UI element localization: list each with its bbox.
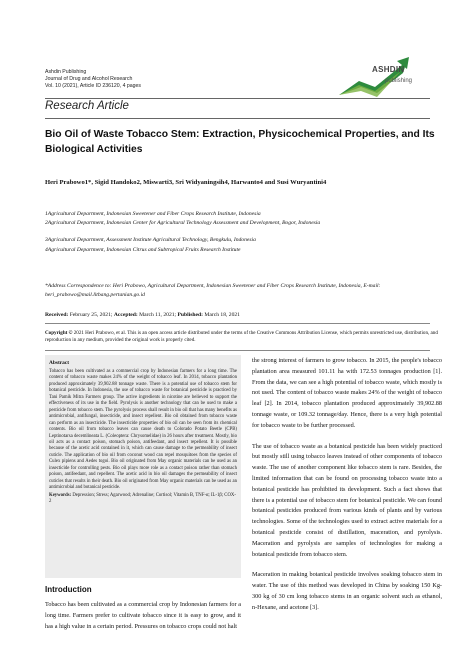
journal-info xyxy=(45,69,265,90)
publisher-name: Ashdin Publishing xyxy=(45,69,87,75)
accepted-label: Accepted: xyxy=(113,312,138,318)
author-list: Heri Prabowo1*, Sigid Handoko2, Miswarti3, Sri Widyaningsih4, Harwanto4 and Susi Wuryantini4 xyxy=(45,179,327,186)
article-dates xyxy=(45,311,440,319)
affiliation-2: 2Agricultural Department, Indonesian Center for Agricultural Technology Assessment and Development, Bogor, Indonesia xyxy=(45,220,321,226)
logo-text: ASHDIN xyxy=(372,65,405,74)
divider-dates xyxy=(45,323,430,324)
received-label: Received: xyxy=(45,312,69,318)
accepted-date: March 11, 2021; xyxy=(139,312,177,318)
introduction-heading: Introduction xyxy=(45,585,92,594)
paragraph: Maceration in making botanical pesticide involves soaking tobacco stem in water. The use of this method was developed in China by soaking 150 Kg-300 kg of 30 cm long tobacco stems in an organic solvent such as ethanol, n-Hexane, and acetone [3]. xyxy=(252,571,442,611)
paper-title: Bio Oil of Waste Tobacco Stem: Extraction, Physicochemical Properties, and Its Biological Activities xyxy=(45,129,435,155)
affiliation-1: 1Agricultural Department, Indonesian Sweetener and Fiber Crops Research Institute, Indonesia xyxy=(45,211,261,217)
paragraph: The use of tobacco waste as a botanical pesticide has been widely practiced but mostly still using tobacco leaves instead of other components of tobacco waste. The use of another component like tobacco stem is rare. Besides, the limited information that can be found on processing tobacco waste into a botanical pesticide has prohibited its development. Such a fact shows that there is a potential use of tobacco stem for botanical pesticide. We can found botanical pesticides produced from various kinds of plants and by various technologies. Some of the technologies used to extract active materials for a botanical pesticide consist of distillation, maceration, and pyrolysis. Maceration and pyrolysis are samples of technologies for making a botanical pesticide from tobacco stem. xyxy=(252,442,442,558)
correspondence: *Address Correspondence to: Heri Prabowo, Agricultural Department, Indonesian Sweetener and Fiber Crops Research Institute, Indonesia, E-mail: heri_prabowo@mail.litbang.pertanian.go.id xyxy=(45,283,381,298)
affiliation-4: 4Agricultural Department, Indonesian Citrus and Subtropical Fruits Research Institute xyxy=(45,247,241,253)
article-type: Research Article xyxy=(45,100,129,112)
ashdin-logo-icon xyxy=(337,55,437,99)
received-date: February 25, 2021; xyxy=(69,312,113,318)
volume-line: Vol. 10 (2021), Article ID 236120, 4 pages xyxy=(45,83,142,89)
journal-name: Journal of Drug and Alcohol Research xyxy=(45,76,133,82)
logo-subtext: publishing xyxy=(385,78,413,84)
published-label: Published: xyxy=(177,312,203,318)
divider-top xyxy=(45,98,430,99)
affiliation-3: 3Agricultural Department, Assessment Institute Agricultural Technology, Bengkulu, Indonesia xyxy=(45,237,256,243)
keywords xyxy=(49,493,237,506)
keywords-text: Depression; Stress; Agarwood; Adrenaline; Cortisol; Vitamin B, TNF-α; IL-1β; COX-2 xyxy=(49,492,236,505)
paragraph: the strong interest of farmers to grow tobacco. In 2015, the people's tobacco plantation area measured 101.11 ha with 172.53 tonnages production [1]. From the data, we can see a high potential of tobacco waste, which mostly is not used. The content of tobacco waste makes 24% of the weight of tobacco leaf [2]. In 2014, tobacco plantation produced approximately 39,902.88 tonnage waste, or 109.32 tonnage/day. Hence, there is a very high potential for tobacco waste to be further processed. xyxy=(252,357,442,429)
abstract-body: Tobacco has been cultivated as a commercial crop by Indonesian farmers for a long time. The content of tobacco waste makes 24% of the weight of tobacco leaf. In 2014, tobacco plantation produced approximately 39,902.88 tonnage waste. There is a potential use of tobacco stem for botanical pesticide. In Indonesia, the use of tobacco waste for botanical pesticide is practiced by Tani Pamik Mitra Farmers group. The active ingredients in nicotine are believed to support the effectiveness of its use in the field. Pyrolysis is another technology that can be used to make a pesticide from tobacco stem. The pyrolysis process shall result in bio oil that has many benefits as antimicrobial, antifungal, insecticide, and insect repellent. Bio oil obtained from tobacco waste can perform as an insecticide. The insecticide properties of bio oil can be seen from its chemical contents. Bio oil from tobacco leaves can cause death to Colorado Potato Beetle (CPB) Leptinotarsa decemlineata L. (Coleoptera: Chrysomelidae) in 26 hours after treatment. Mostly, bio oil acts as a contact poison, stomach poison, antifeedant, and insect repellent. It is possible because of the acetic acid contained in it, which can cause damage to the permeability of insect cuticle. The application of bio oil from coconut wood can repel mosquitoes from the species of Culex pipiens and Aedes togoi. Bio oil originated from May organic materials can be used as an insecticide for controlling pests. Bio oil plays more role as a contact poison rather than stomach poison, antifeedant, and repellent. The acetic acid in bio oil damages the permeability of insect cuticles that results in their death. Bio oil originated from May organic materials can be used as an antimicrobial and botanical pesticide. xyxy=(49,369,237,491)
introduction-body: Tobacco has been cultivated as a commercial crop by Indonesian farmers for a long time. Farmers prefer to cultivate tobacco since it is easy to grow, and it has a high value in a certain period. Pressures on tobacco crops could not halt xyxy=(45,601,241,630)
abstract-box xyxy=(45,355,241,578)
divider-copyright xyxy=(45,350,430,351)
right-column xyxy=(252,356,442,624)
divider-article-type xyxy=(45,118,430,119)
abstract-heading: Abstract xyxy=(49,360,70,366)
published-date: March 18, 2021 xyxy=(204,312,240,318)
copyright-label: Copyright © xyxy=(45,330,73,336)
copyright-text: 2021 Heri Prabowo, et al. This is an open access article distributed under the terms of the Creative Commons Attribution License, which permits unrestricted use, distribution, and reproduction in any medium, provided the original work is properly cited. xyxy=(45,330,438,343)
copyright-notice xyxy=(45,330,439,344)
keywords-label: Keywords: xyxy=(49,492,72,498)
